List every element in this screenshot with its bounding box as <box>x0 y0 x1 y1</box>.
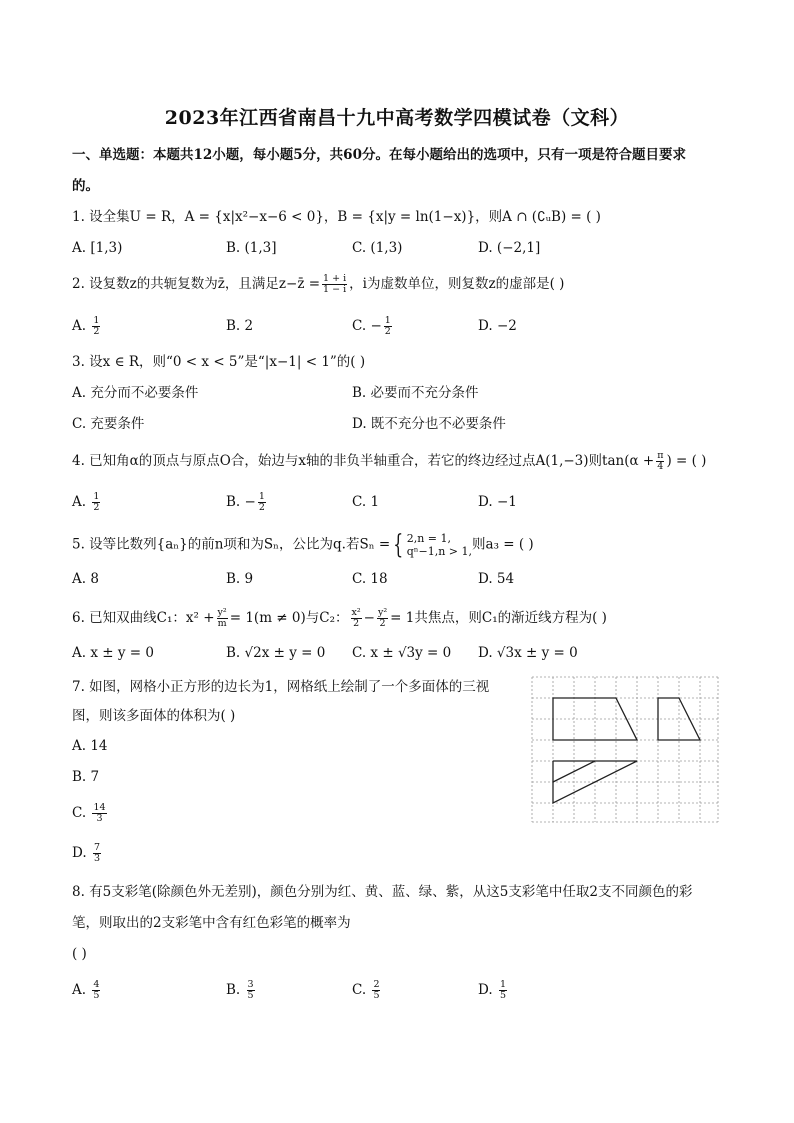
option-label: B. <box>226 494 241 510</box>
fraction-numerator: 3 <box>247 979 254 990</box>
fraction-denominator: 1 − i <box>323 284 347 295</box>
fraction <box>351 608 362 629</box>
section-instructions-line2: 的。 <box>72 178 99 194</box>
fraction-numerator: 1 <box>93 491 100 502</box>
question-5-option-d[interactable]: D. 54 <box>478 571 515 587</box>
option-label: C. <box>352 494 367 510</box>
question-2-option-a[interactable] <box>72 316 102 337</box>
fraction-denominator: 2 <box>258 502 265 513</box>
option-label: D. <box>72 845 87 861</box>
fraction <box>92 803 106 824</box>
fraction <box>217 608 228 629</box>
option-sign: − <box>244 494 256 510</box>
option-value: −1 <box>496 494 517 510</box>
question-4-option-d[interactable] <box>478 492 517 512</box>
fraction-denominator: 2 <box>93 502 100 513</box>
fraction <box>247 980 255 1001</box>
option-label: D. <box>478 318 493 334</box>
question-5-stem <box>72 532 534 558</box>
question-6-option-a[interactable]: A. x ± y = 0 <box>72 645 154 661</box>
fraction-numerator: 1 <box>384 315 391 326</box>
fraction-numerator: x² <box>351 607 361 618</box>
case-2: qⁿ−1,n > 1, <box>406 545 473 558</box>
option-label: A. <box>72 494 87 510</box>
question-3-stem: 3. 设x ∈ R，则“0 < x < 5”是“|x−1| < 1”的( ) <box>72 354 366 370</box>
question-8-option-b[interactable] <box>226 980 257 1001</box>
question-1-option-c[interactable]: C. (1,3) <box>352 240 403 256</box>
fraction-numerator: 4 <box>93 979 100 990</box>
fraction <box>377 608 388 629</box>
question-3-option-b[interactable]: B. 必要而不充分条件 <box>352 385 479 401</box>
piecewise-cases <box>407 532 472 558</box>
fraction-numerator: y² <box>217 607 227 618</box>
question-1-option-a[interactable]: A. [1,3) <box>72 240 123 256</box>
question-5-option-a[interactable]: A. 8 <box>72 571 99 587</box>
fraction-denominator: 2 <box>353 618 360 629</box>
question-6-stem-d: = 1共焦点，则C₁的渐近线方程为( ) <box>390 610 607 626</box>
brace: { <box>393 530 404 560</box>
question-3-option-a[interactable]: A. 充分而不必要条件 <box>72 385 199 401</box>
option-label: C. <box>352 318 367 334</box>
question-7-option-d[interactable] <box>72 843 103 864</box>
fraction-denominator: 2 <box>384 326 391 337</box>
question-6-stem-c: − <box>363 610 375 626</box>
fraction-denominator: 5 <box>247 990 254 1001</box>
fraction-denominator: 5 <box>373 990 380 1001</box>
question-1-option-b[interactable]: B. (1,3] <box>226 240 277 256</box>
fraction-numerator: 2 <box>373 979 380 990</box>
fraction-numerator: π <box>657 450 664 461</box>
page-title: 2023年江西省南昌十九中高考数学四模试卷（文科） <box>164 107 630 129</box>
question-4-stem-pre: 4. 已知角α的顶点与原点O合，始边与x轴的非负半轴重合，若它的终边经过点A(1,−3)则tan(α + <box>72 453 655 469</box>
question-2-option-b[interactable] <box>226 316 253 336</box>
fraction-denominator: m <box>217 618 227 629</box>
question-3-option-c[interactable]: C. 充要条件 <box>72 416 145 432</box>
question-8-stem-line3: ( ) <box>72 946 87 962</box>
question-6-stem-a: 6. 已知双曲线C₁：x² + <box>72 610 215 626</box>
question-6-option-d[interactable]: D. √3x ± y = 0 <box>478 645 578 661</box>
question-8-stem-line1: 8. 有5支彩笔(除颜色外无差别)，颜色分别为红、黄、蓝、绿、紫，从这5支彩笔中任取2支不同颜色的彩 <box>72 884 693 900</box>
fraction-numerator: 14 <box>93 802 106 813</box>
fraction <box>322 274 347 295</box>
three-view-figure <box>531 676 719 823</box>
option-value: 2 <box>244 318 254 334</box>
question-4-stem <box>72 451 706 472</box>
fraction <box>92 316 100 337</box>
fraction-numerator: 1 + i <box>323 273 347 284</box>
fraction-denominator: 2 <box>379 618 386 629</box>
fraction-denominator: 3 <box>93 853 100 864</box>
option-label: C. <box>352 982 367 998</box>
question-1-option-d[interactable]: D. (−2,1] <box>478 240 541 256</box>
option-label: C. <box>72 805 87 821</box>
question-4-stem-post: ) = ( ) <box>666 453 707 469</box>
fraction <box>92 980 100 1001</box>
fraction <box>656 451 664 472</box>
fraction <box>372 980 380 1001</box>
option-label: B. <box>226 982 241 998</box>
question-5-stem-post: 则a₃ = ( ) <box>472 536 534 553</box>
question-5-stem-pre: 5. 设等比数列{aₙ}的前n项和为Sₙ，公比为q.若Sₙ = <box>72 536 391 553</box>
fraction-denominator: 5 <box>499 990 506 1001</box>
option-value: 1 <box>370 494 380 510</box>
question-6-stem-b: = 1(m ≠ 0)与C₂： <box>229 610 349 626</box>
case-1: 2,n = 1, <box>406 532 451 545</box>
fraction <box>499 980 507 1001</box>
option-label: A. <box>72 982 87 998</box>
question-7-option-a[interactable]: A. 14 <box>72 738 108 754</box>
option-value: −2 <box>496 318 517 334</box>
fraction-numerator: 1 <box>93 315 100 326</box>
fraction <box>258 492 266 513</box>
question-8-option-d[interactable] <box>478 980 509 1001</box>
fraction-denominator: 4 <box>657 461 664 472</box>
fraction-denominator: 5 <box>93 990 100 1001</box>
question-2-option-c[interactable] <box>352 316 394 337</box>
question-4-option-a[interactable] <box>72 492 102 513</box>
question-8-option-c[interactable] <box>352 980 382 1001</box>
question-6-option-c[interactable]: C. x ± √3y = 0 <box>352 645 452 661</box>
question-4-option-c[interactable] <box>352 492 379 512</box>
question-2-stem-post: ，i为虚数单位，则复数z的虚部是( ) <box>349 276 565 292</box>
question-3-option-d[interactable]: D. 既不充分也不必要条件 <box>352 416 506 432</box>
option-sign: − <box>370 318 382 334</box>
question-8-stem-line2: 笔，则取出的2支彩笔中含有红色彩笔的概率为 <box>72 915 351 931</box>
option-label: D. <box>478 494 493 510</box>
option-label: B. <box>226 318 241 334</box>
option-label: D. <box>478 982 493 998</box>
question-2-stem <box>72 274 564 295</box>
question-7-option-c[interactable] <box>72 803 109 824</box>
fraction-numerator: 1 <box>258 491 265 502</box>
question-7-option-b[interactable]: B. 7 <box>72 769 100 785</box>
question-2-stem-pre: 2. 设复数z的共轭复数为z̄，且满足z−z̄ = <box>72 276 321 292</box>
question-7-stem-line2: 图，则该多面体的体积为( ) <box>72 708 236 724</box>
fraction <box>93 843 101 864</box>
question-7-stem-line1: 7. 如图，网格小正方形的边长为1，网格纸上绘制了一个多面体的三视 <box>72 679 490 695</box>
fraction <box>384 316 392 337</box>
fraction-denominator: 3 <box>96 813 103 824</box>
question-6-option-b[interactable]: B. √2x ± y = 0 <box>226 645 326 661</box>
fraction-numerator: 1 <box>499 979 506 990</box>
fraction-numerator: 7 <box>93 842 100 853</box>
section-instructions-line1: 一、单选题：本题共12小题，每小题5分，共60分。在每小题给出的选项中，只有一项是符合题目要求 <box>72 147 686 163</box>
question-6-stem <box>72 608 607 629</box>
question-2-option-d[interactable] <box>478 316 517 336</box>
question-1-stem: 1. 设全集U = R，A = {x|x²−x−6 < 0}，B = {x|y = ln(1−x)}，则A ∩ (∁ᵤB) = ( ) <box>72 209 601 225</box>
question-5-option-c[interactable]: C. 18 <box>352 571 388 587</box>
fraction <box>92 492 100 513</box>
question-8-option-a[interactable] <box>72 980 102 1001</box>
question-5-option-b[interactable]: B. 9 <box>226 571 254 587</box>
fraction-denominator: 2 <box>93 326 100 337</box>
question-4-option-b[interactable] <box>226 492 268 513</box>
option-label: A. <box>72 318 87 334</box>
fraction-numerator: y² <box>377 607 388 618</box>
